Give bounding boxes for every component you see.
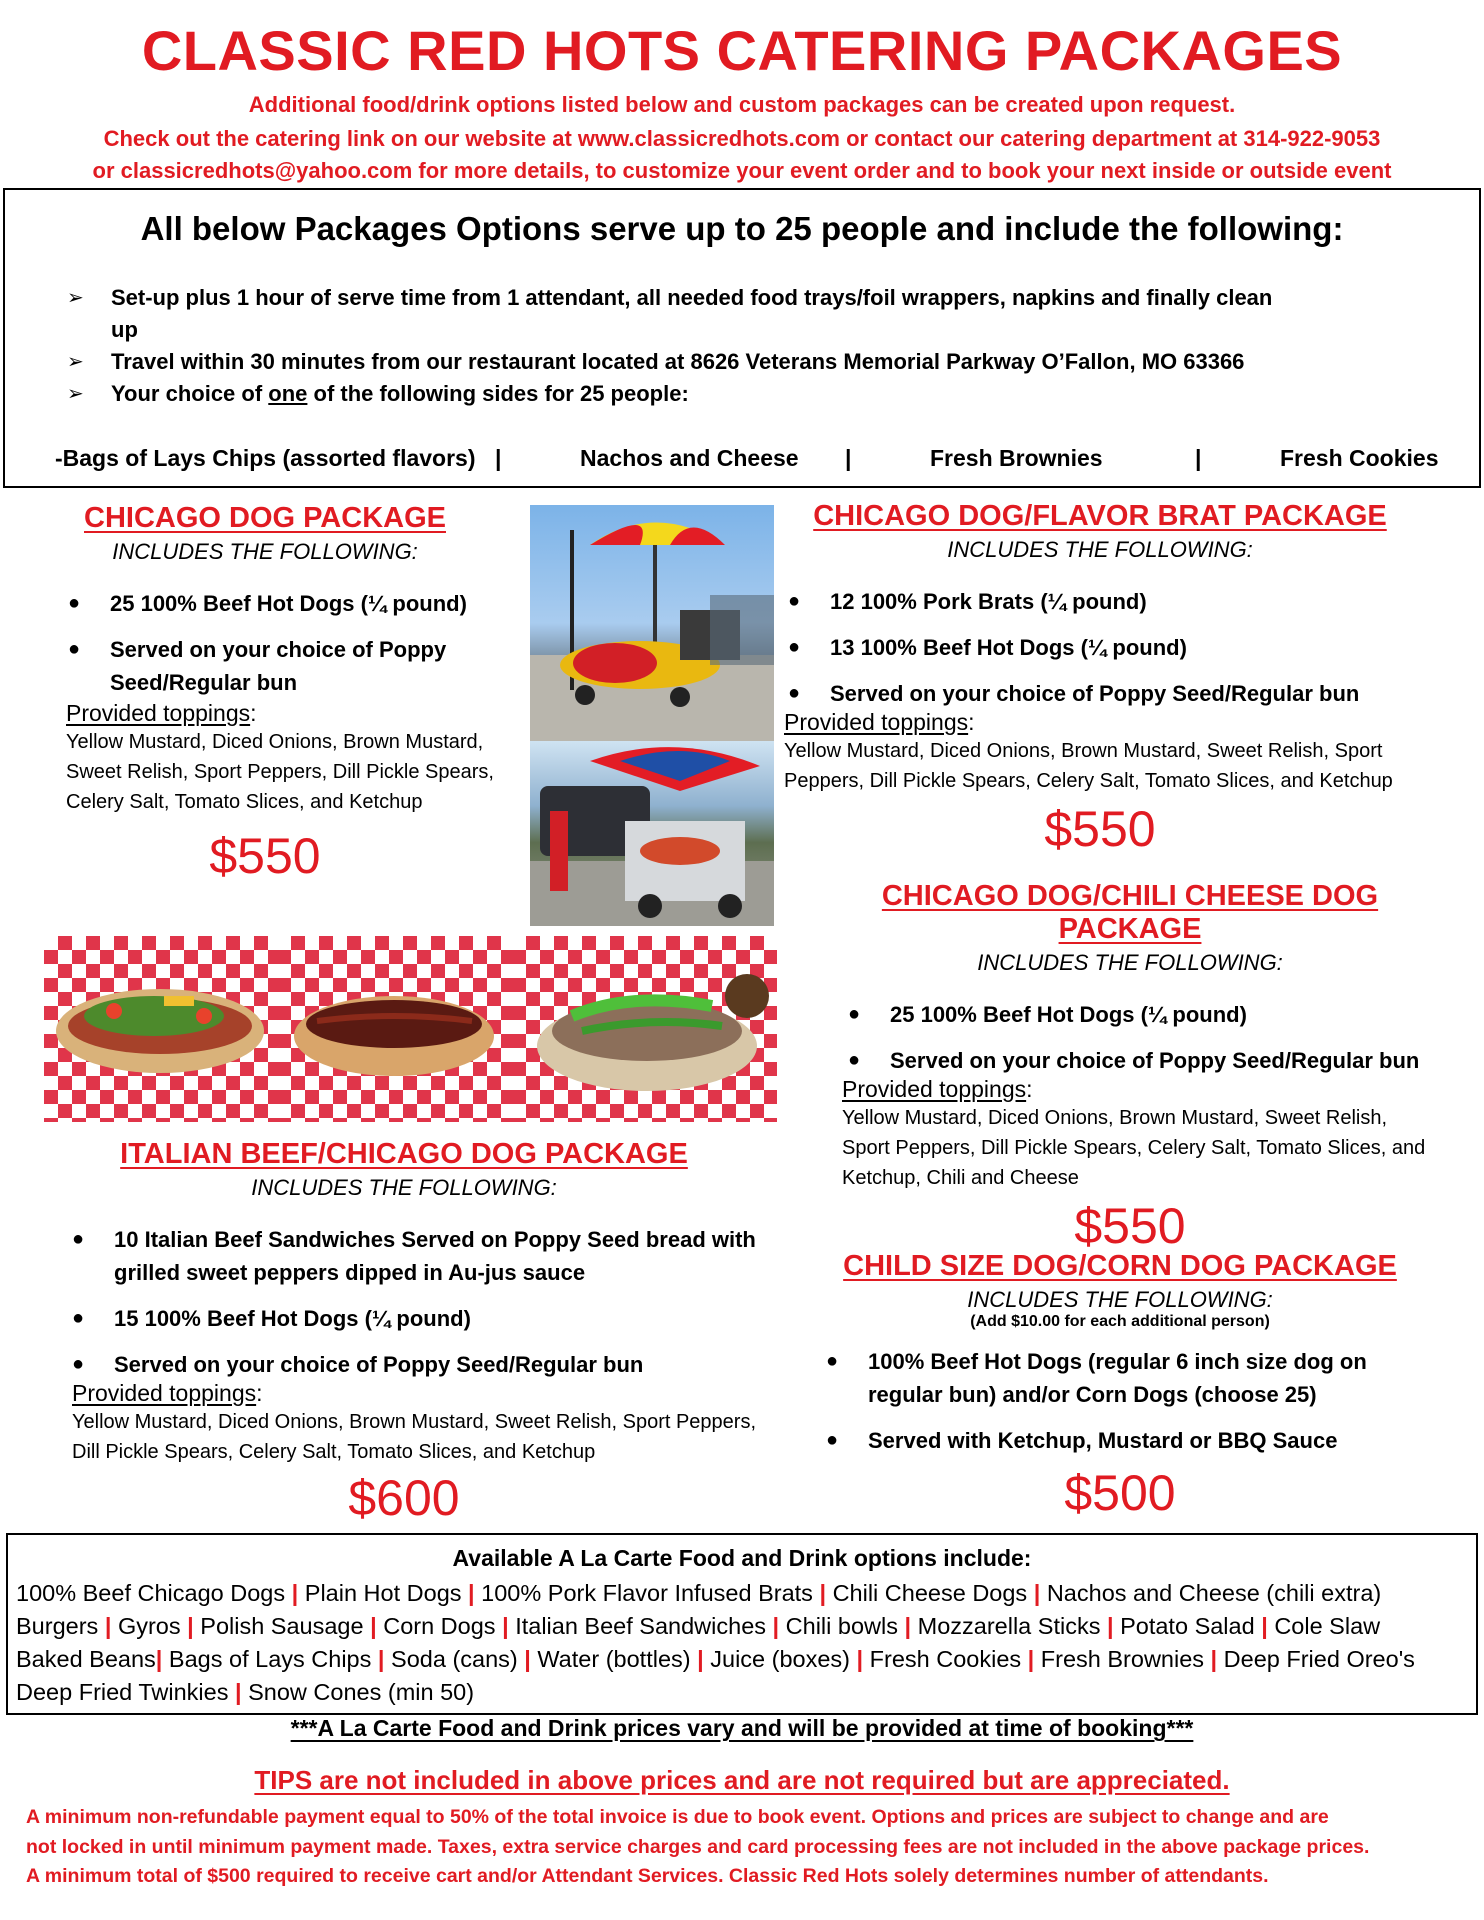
a-la-carte-item: Snow Cones (min 50) — [248, 1679, 475, 1705]
a-la-carte-item: Fresh Brownies — [1040, 1646, 1205, 1672]
a-la-carte-item: Deep Fried Oreo's — [1223, 1646, 1415, 1672]
a-la-carte-list — [16, 1577, 1472, 1709]
arrow-icon: ➢ — [67, 351, 84, 373]
a-la-carte-item: 100% Pork Flavor Infused Brats — [481, 1580, 813, 1606]
a-la-carte-separator: | — [1021, 1646, 1041, 1672]
a-la-carte-item: 100% Beef Chicago Dogs — [16, 1580, 286, 1606]
a-la-carte-separator: | — [1204, 1646, 1224, 1672]
included-item: ➢ Your choice of one of the following sides for 25 people: — [53, 378, 1413, 410]
package-item: ● 25 100% Beef Hot Dogs (¼ pound) — [68, 587, 510, 620]
subtitle-line-3: or classicredhots@yahoo.com for more details, to customize your event order and to book your next inside or outside event — [92, 158, 1392, 183]
side-separator: | — [1195, 445, 1202, 471]
included-box-heading: All below Packages Options serve up to 25 people and include the following: — [140, 210, 1344, 247]
toppings-list: Yellow Mustard, Diced Onions, Brown Mustard, Sweet Relish, Sport Peppers, Dill Pickle Spears, Celery Salt, Tomato Slices, and Ketchup — [72, 1411, 757, 1463]
a-la-carte-item: Deep Fried Twinkies — [16, 1679, 229, 1705]
package-item: ● 12 100% Pork Brats (¼ pound) — [788, 585, 1460, 618]
chili-cheese-package — [820, 880, 1440, 1255]
a-la-carte-separator: | — [850, 1646, 870, 1672]
a-la-carte-separator: | — [371, 1646, 392, 1672]
package-item: ● Served on your choice of Poppy Seed/Regular bun — [72, 1348, 764, 1381]
a-la-carte-separator: | — [517, 1646, 538, 1672]
a-la-carte-separator: | — [363, 1613, 384, 1639]
package-item: ● Served with Ketchup, Mustard or BBQ Sauce — [826, 1424, 1430, 1457]
cart-photo — [530, 505, 774, 741]
included-item: ➢ Set-up plus 1 hour of serve time from 1 attendant, all needed food trays/foil wrappers, napkins and finally clean up — [53, 282, 1413, 346]
includes-label: INCLUDES THE FOLLOWING: — [977, 950, 1283, 975]
a-la-carte-item: Juice (boxes) — [710, 1646, 850, 1672]
a-la-carte-separator: | — [180, 1613, 201, 1639]
tips-notice: TIPS are not included in above prices and are not required but are appreciated. — [254, 1765, 1230, 1795]
a-la-carte-separator: | — [812, 1580, 833, 1606]
fine-print-line: A minimum total of $500 required to receive cart and/or Attendant Services. Classic Red Hots solely determines number of attendants. — [26, 1865, 1269, 1887]
includes-label: INCLUDES THE FOLLOWING: — [251, 1175, 557, 1200]
a-la-carte-item: Corn Dogs — [383, 1613, 496, 1639]
provided-toppings-label: Provided toppings: — [842, 1076, 1033, 1102]
a-la-carte-separator: | — [98, 1613, 118, 1639]
food-photos — [44, 936, 777, 1122]
side-separator: | — [845, 445, 852, 471]
a-la-carte-item: Burgers — [16, 1613, 99, 1639]
toppings-list: Yellow Mustard, Diced Onions, Brown Mustard, Sweet Relish, Sport Peppers, Dill Pickle Spears, Celery Salt, Tomato Slices, and Ketchup — [784, 740, 1393, 792]
package-item: ● Served on your choice of Poppy Seed/Regular bun — [848, 1044, 1440, 1077]
a-la-carte-separator: | — [1100, 1613, 1121, 1639]
a-la-carte-item: Fresh Cookies — [869, 1646, 1022, 1672]
a-la-carte-separator: | — [897, 1613, 918, 1639]
cart-photo-illustration — [530, 505, 774, 741]
included-box — [3, 188, 1481, 488]
child-size-package — [810, 1250, 1430, 1522]
included-item: ➢ Travel within 30 minutes from our restaurant located at 8626 Veterans Memorial Parkway O’Fallon, MO 63366 — [53, 346, 1413, 378]
a-la-carte-note: ***A La Carte Food and Drink prices vary and will be provided at time of booking*** — [290, 1715, 1194, 1741]
package-title: CHICAGO DOG/FLAVOR BRAT PACKAGE — [813, 500, 1387, 532]
toppings-list: Yellow Mustard, Diced Onions, Brown Mustard, Sweet Relish, Sport Peppers, Dill Pickle Spears, Celery Salt, Tomato Slices, and Ketchup, Chili and Cheese — [842, 1107, 1426, 1189]
a-la-carte-separator: | — [690, 1646, 711, 1672]
a-la-carte-box — [6, 1533, 1478, 1715]
side-option: Fresh Brownies — [930, 445, 1103, 471]
package-price: $500 — [1064, 1465, 1176, 1521]
a-la-carte-item: Mozzarella Sticks — [917, 1613, 1101, 1639]
a-la-carte-separator: | — [766, 1613, 786, 1639]
included-list — [53, 282, 1413, 410]
package-item: ● 13 100% Beef Hot Dogs (¼ pound) — [788, 631, 1460, 664]
side-separator: | — [495, 445, 502, 471]
package-item: ● Served on your choice of Poppy Seed/Regular bun — [68, 633, 510, 699]
package-title: CHILD SIZE DOG/CORN DOG PACKAGE — [843, 1250, 1397, 1282]
package-title: CHICAGO DOG/CHILI CHEESE DOG PACKAGE — [881, 880, 1379, 945]
flavor-brat-package — [780, 500, 1420, 858]
provided-toppings-label: Provided toppings: — [784, 709, 975, 735]
package-item: ● 15 100% Beef Hot Dogs (¼ pound) — [72, 1302, 764, 1335]
a-la-carte-separator: | — [1254, 1613, 1275, 1639]
a-la-carte-item: Water (bottles) — [537, 1646, 691, 1672]
subtitle-line-1: Additional food/drink options listed below and custom packages can be created upon request. — [248, 92, 1236, 117]
a-la-carte-item: Chili bowls — [785, 1613, 898, 1639]
package-title: CHICAGO DOG PACKAGE — [84, 502, 446, 534]
a-la-carte-item: Soda (cans) — [391, 1646, 518, 1672]
a-la-carte-item: Chili Cheese Dogs — [832, 1580, 1028, 1606]
package-item: ● 25 100% Beef Hot Dogs (¼ pound) — [848, 998, 1440, 1031]
package-item: ● Served on your choice of Poppy Seed/Regular bun — [788, 677, 1460, 710]
a-la-carte-heading: Available A La Carte Food and Drink options include: — [452, 1545, 1032, 1571]
chicago-dog-package — [40, 502, 494, 885]
subtitle-line-2: Check out the catering link on our website at www.classicredhots.com or contact our catering department at 314-922-9053 — [103, 126, 1381, 151]
includes-label: INCLUDES THE FOLLOWING: — [947, 537, 1253, 562]
a-la-carte-line — [16, 1676, 1472, 1709]
fine-print — [0, 1803, 1484, 1892]
fine-print-line: A minimum non-refundable payment equal to 50% of the total invoice is due to book event. Options and prices are subject to change and are — [26, 1806, 1329, 1828]
includes-label: INCLUDES THE FOLLOWING: — [967, 1287, 1273, 1312]
a-la-carte-line — [16, 1610, 1472, 1643]
a-la-carte-separator: | — [1027, 1580, 1047, 1606]
package-price: $550 — [209, 828, 321, 884]
arrow-icon: ➢ — [67, 383, 84, 405]
a-la-carte-separator: | — [228, 1679, 249, 1705]
a-la-carte-item: Plain Hot Dogs — [304, 1580, 462, 1606]
fine-print-line: not locked in until minimum payment made. Taxes, extra service charges and card processing fees are not included in the above package prices. — [26, 1835, 1370, 1858]
provided-toppings-label: Provided toppings: — [66, 700, 257, 726]
includes-label: INCLUDES THE FOLLOWING: — [112, 539, 418, 564]
cart-photo-illustration — [530, 741, 774, 926]
a-la-carte-item: Gyros — [117, 1613, 181, 1639]
arrow-icon: ➢ — [67, 287, 84, 309]
brat-photo — [277, 936, 512, 1122]
package-price: $550 — [1044, 801, 1156, 857]
toppings-list: Yellow Mustard, Diced Onions, Brown Mustard, Sweet Relish, Sport Peppers, Dill Pickle Spears, Celery Salt, Tomato Slices, and Ketchup — [66, 731, 494, 813]
a-la-carte-line — [16, 1643, 1472, 1676]
side-option: Nachos and Cheese — [580, 445, 799, 471]
package-price: $550 — [1074, 1198, 1186, 1254]
a-la-carte-separator: | — [155, 1646, 169, 1672]
italian-beef-package — [44, 1138, 764, 1527]
a-la-carte-item: Italian Beef Sandwiches — [515, 1613, 767, 1639]
a-la-carte-item: Polish Sausage — [200, 1613, 364, 1639]
page-title: CLASSIC RED HOTS CATERING PACKAGES — [141, 19, 1343, 82]
a-la-carte-item: Nachos and Cheese (chili extra) — [1046, 1580, 1382, 1606]
provided-toppings-label: Provided toppings: — [72, 1380, 263, 1406]
chicago-dog-photo — [44, 936, 277, 1122]
cart-photo — [530, 741, 774, 926]
a-la-carte-item: Cole Slaw — [1274, 1613, 1381, 1639]
a-la-carte-item: Potato Salad — [1120, 1613, 1255, 1639]
a-la-carte-separator: | — [495, 1613, 516, 1639]
a-la-carte-separator: | — [461, 1580, 482, 1606]
side-option: Fresh Cookies — [1280, 445, 1439, 471]
package-title: ITALIAN BEEF/CHICAGO DOG PACKAGE — [120, 1138, 688, 1170]
a-la-carte-line — [16, 1577, 1472, 1610]
a-la-carte-item: Bags of Lays Chips — [168, 1646, 372, 1672]
package-price: $600 — [348, 1470, 460, 1526]
package-item: ● 10 Italian Beef Sandwiches Served on Poppy Seed bread with grilled sweet peppers dipped in Au-jus sauce — [72, 1223, 764, 1289]
package-item: ● 100% Beef Hot Dogs (regular 6 inch size dog on regular bun) and/or Corn Dogs (choose 25) — [826, 1345, 1430, 1411]
additional-person-note: (Add $10.00 for each additional person) — [970, 1313, 1270, 1330]
a-la-carte-separator: | — [285, 1580, 305, 1606]
side-option: -Bags of Lays Chips (assorted flavors) — [55, 445, 476, 471]
italian-beef-photo — [512, 936, 777, 1122]
a-la-carte-item: Baked Beans — [16, 1646, 156, 1672]
